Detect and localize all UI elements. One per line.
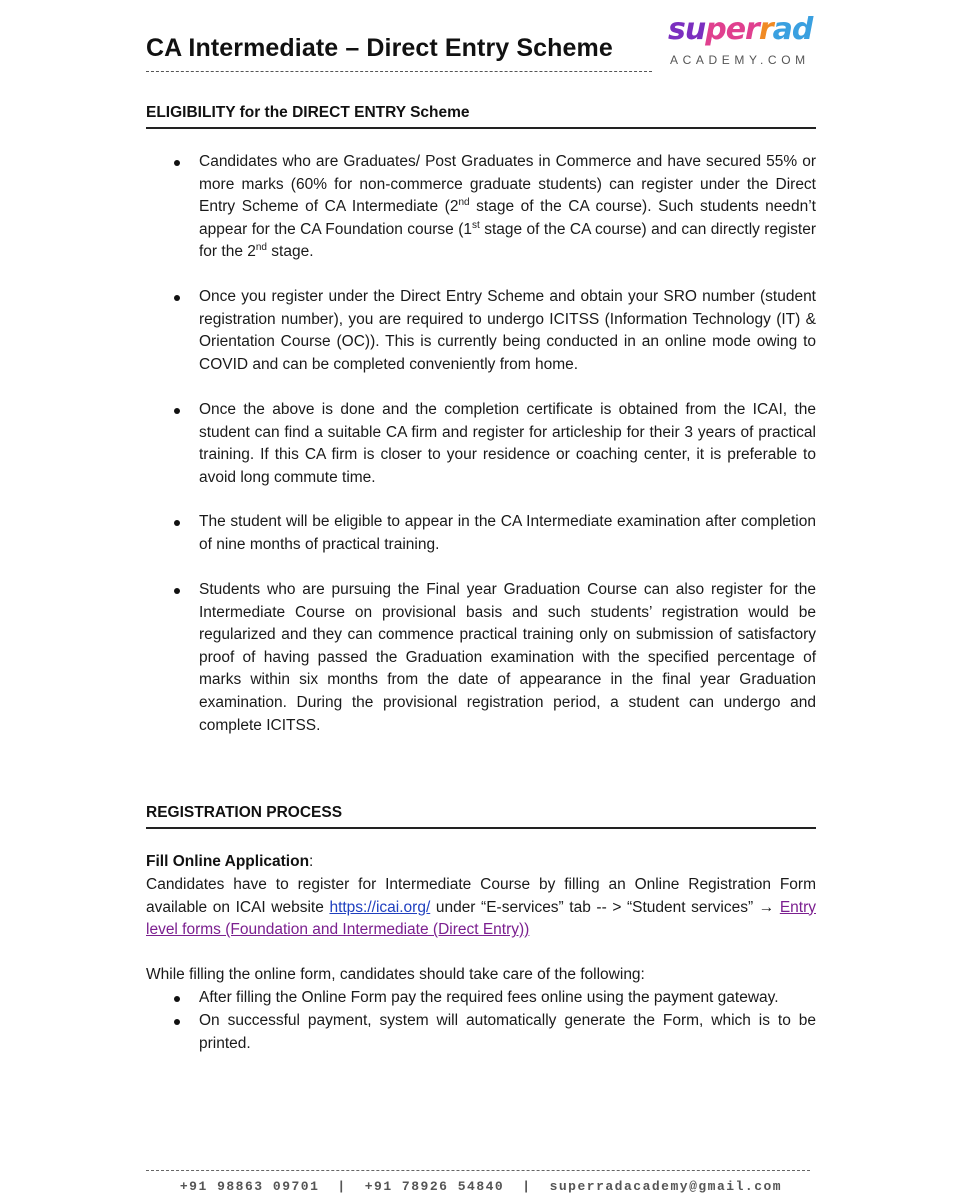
- registration-bullet-2: [146, 1010, 816, 1055]
- fill-online-application-label: [146, 851, 313, 874]
- logo-part-1: su: [668, 12, 706, 47]
- eligibility-bullet-1: [146, 151, 816, 264]
- bullet-1-text-b: stage of the CA course). Such students needn’t appear for the CA Foundation course (1: [199, 198, 816, 238]
- footer-separator: |: [522, 1179, 532, 1194]
- registration-bullet-1: [146, 987, 816, 1010]
- superscript: nd: [458, 197, 470, 209]
- logo-wordmark: [668, 12, 812, 47]
- bullet-1-text-d: stage.: [267, 243, 314, 261]
- logo-part-2: per: [705, 12, 759, 47]
- page-title: CA Intermediate – Direct Entry Scheme: [146, 34, 613, 62]
- bullet-1-text-c: stage of the CA course) and can directly register for the 2: [199, 220, 816, 261]
- footer-email: superradacademy@gmail.com: [549, 1179, 783, 1194]
- superscript: nd: [255, 242, 267, 254]
- fill-label-bold: Fill Online Application: [146, 853, 310, 870]
- footer-phone-1: +91 98863 09701: [179, 1179, 320, 1194]
- superscript: st: [472, 219, 480, 231]
- list-item: Students who are pursuing the Final year Graduation Course can also register for the Intermediate Course on provisional basis and such students’ registration would be regularized and they can commence practical training only on submission of satisfactory proof of having passed the Graduation examination with the specified percentage of marks within six months from the date of appearance in the final year Graduation examination. During the provisional registration period, a student can undergo and complete ICITSS.: [146, 579, 816, 737]
- superrad-logo: [664, 12, 816, 72]
- footer-divider: [146, 1170, 810, 1171]
- registration-paragraph: [146, 874, 816, 942]
- reg-text-start: Candidates have to register for Intermediate Course by filling an Online Registration Form available on ICAI website: [146, 876, 816, 916]
- reg-text-mid: under “E-services” tab -- > “Student services” →: [430, 898, 780, 916]
- list-item: After filling the Online Form pay the required fees online using the payment gateway.: [146, 987, 816, 1010]
- list-item: Once the above is done and the completion certificate is obtained from the ICAI, the student can find a suitable CA firm and register for articleship for their 3 years of practical training. If this CA firm is closer to your residence or coaching center, it is preferable to avoid long commute time.: [146, 399, 816, 489]
- icai-website-link[interactable]: https://icai.org/: [329, 898, 431, 916]
- logo-subtitle: ACADEMY.COM: [670, 53, 810, 67]
- list-item: Once you register under the Direct Entry Scheme and obtain your SRO number (student registration number), you are required to undergo ICITSS (Information Technology (IT) & Orientation Course (OC)). This is currently being conducted in an online mode owing to COVID and can be completed conveniently from home.: [146, 286, 816, 376]
- fill-label-colon: :: [309, 853, 314, 870]
- eligibility-bullet-2: [146, 286, 816, 376]
- eligibility-bullet-4: [146, 511, 816, 556]
- registration-heading: REGISTRATION PROCESS: [146, 804, 816, 829]
- footer-contact: [146, 1179, 816, 1194]
- while-filling-paragraph: While filling the online form, candidates should take care of the following:: [146, 966, 645, 983]
- list-item: [146, 151, 816, 264]
- logo-part-4: ad: [772, 12, 813, 47]
- eligibility-heading: ELIGIBILITY for the DIRECT ENTRY Scheme: [146, 104, 816, 129]
- logo-part-3: r: [758, 12, 773, 47]
- eligibility-bullet-3: [146, 399, 816, 489]
- list-item: On successful payment, system will automatically generate the Form, which is to be printed.: [146, 1010, 816, 1055]
- list-item: The student will be eligible to appear in the CA Intermediate examination after completion of nine months of practical training.: [146, 511, 816, 556]
- entry-level-forms-link[interactable]: Entry level forms (Foundation and Intermediate (Direct Entry)): [146, 898, 816, 939]
- header-divider: [146, 71, 652, 72]
- footer-separator: |: [337, 1179, 347, 1194]
- footer-phone-2: +91 78926 54840: [364, 1179, 505, 1194]
- eligibility-bullet-5: [146, 579, 816, 737]
- bullet-1-text-a: Candidates who are Graduates/ Post Graduates in Commerce and have secured 55% or more marks (60% for non-commerce graduate students) can register under the Direct Entry Scheme of CA Intermediate (2: [199, 153, 816, 216]
